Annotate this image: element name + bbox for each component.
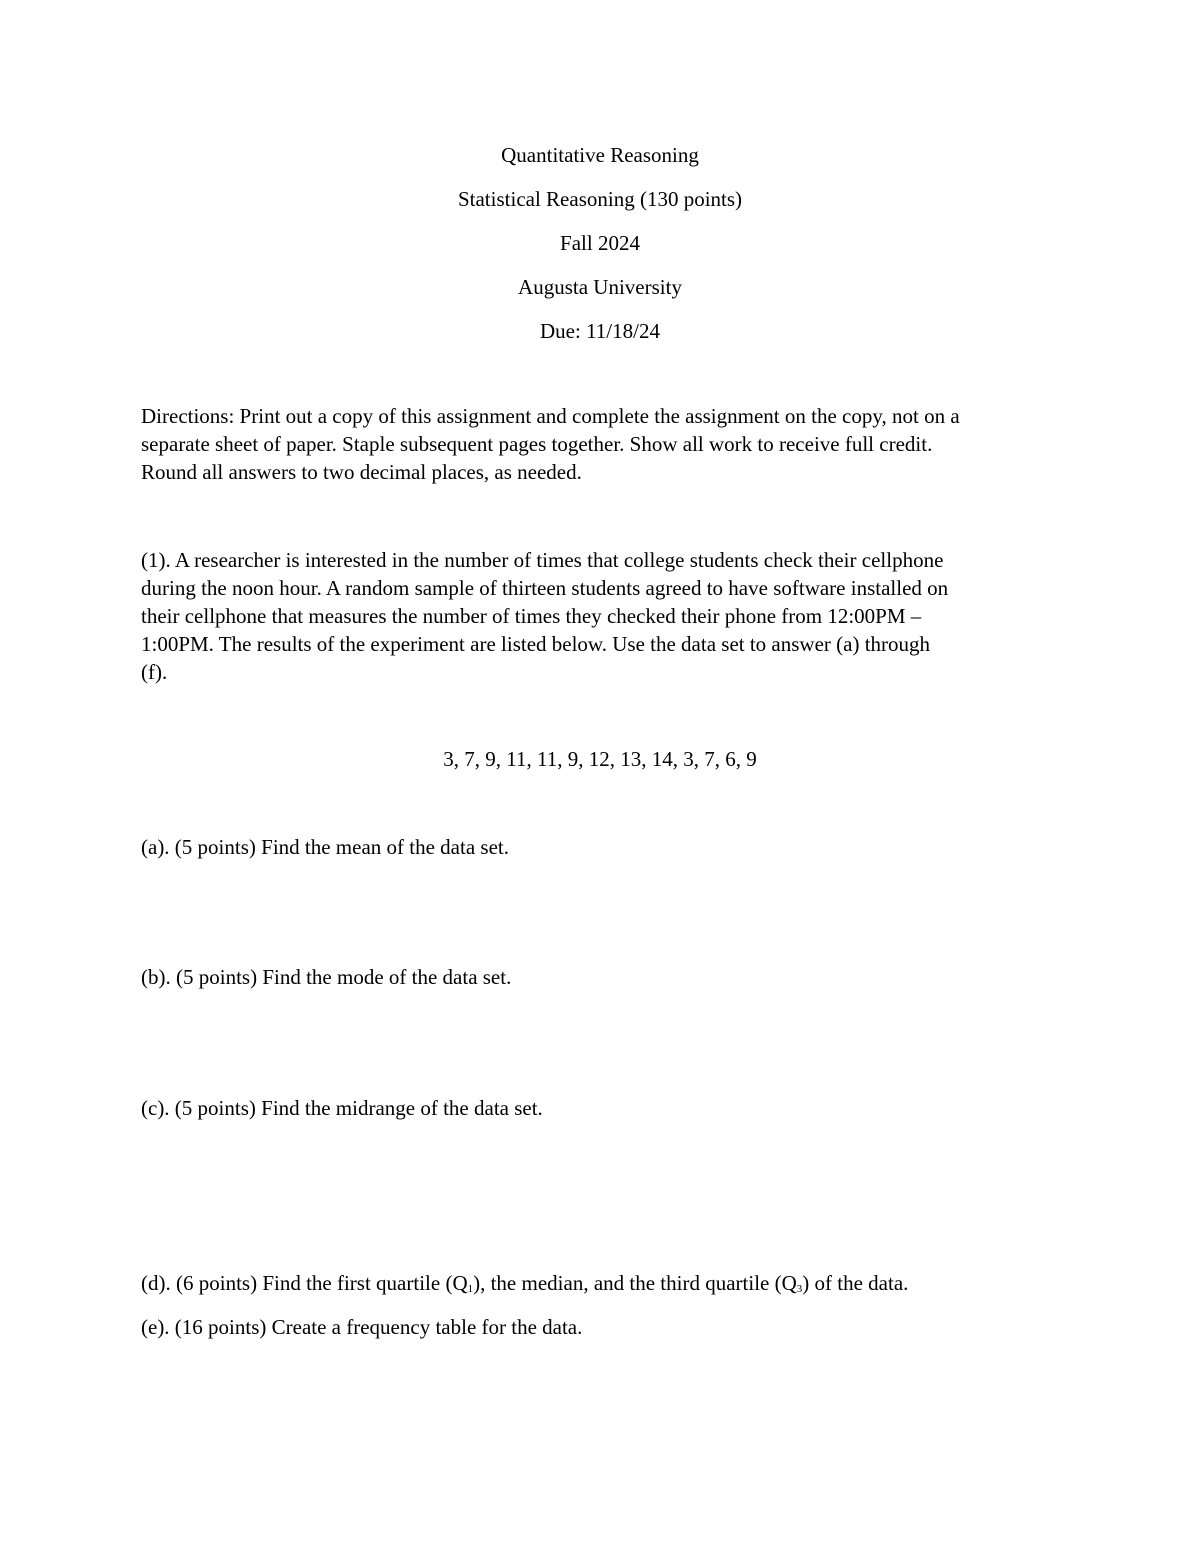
q1-subscript: 1: [467, 1283, 474, 1295]
q3-subscript: 3: [796, 1283, 803, 1295]
question-d-text: ) of the data.: [802, 1271, 909, 1295]
problem-1-line: (f).: [141, 660, 168, 684]
course-title: Quantitative Reasoning: [501, 143, 699, 167]
question-e: (e). (16 points) Create a frequency table for the data.: [141, 1315, 583, 1339]
problem-1-line: (1). A researcher is interested in the number of times that college students check their cellphone: [141, 548, 944, 572]
assignment-title: Statistical Reasoning (130 points): [457, 187, 743, 211]
question-a: (a). (5 points) Find the mean of the data set.: [141, 835, 509, 859]
directions-line: Round all answers to two decimal places, as needed.: [141, 460, 582, 484]
question-d-text: (d). (6 points) Find the first quartile (Q: [141, 1271, 468, 1295]
university: Augusta University: [518, 275, 682, 299]
question-d: [141, 1269, 908, 1297]
problem-1-line: 1:00PM. The results of the experiment are listed below. Use the data set to answer (a) through: [141, 632, 931, 656]
question-d-text: ), the median, and the third quartile (Q: [473, 1271, 797, 1295]
problem-1-paragraph: [141, 546, 1061, 686]
question-c: (c). (5 points) Find the midrange of the data set.: [141, 1096, 543, 1120]
directions-paragraph: [141, 402, 1061, 486]
directions-line: separate sheet of paper. Staple subsequent pages together. Show all work to receive full credit.: [141, 432, 933, 456]
directions-line: Directions: Print out a copy of this assignment and complete the assignment on the copy, not on a: [141, 404, 960, 428]
term: Fall 2024: [560, 231, 640, 255]
data-set: 3, 7, 9, 11, 11, 9, 12, 13, 14, 3, 7, 6, 9: [443, 747, 757, 771]
problem-1-line: during the noon hour. A random sample of thirteen students agreed to have software installed on: [141, 576, 949, 600]
due-date: Due: 11/18/24: [540, 319, 660, 343]
problem-1-line: their cellphone that measures the number of times they checked their phone from 12:00PM –: [141, 604, 922, 628]
question-b: (b). (5 points) Find the mode of the data set.: [141, 965, 512, 989]
